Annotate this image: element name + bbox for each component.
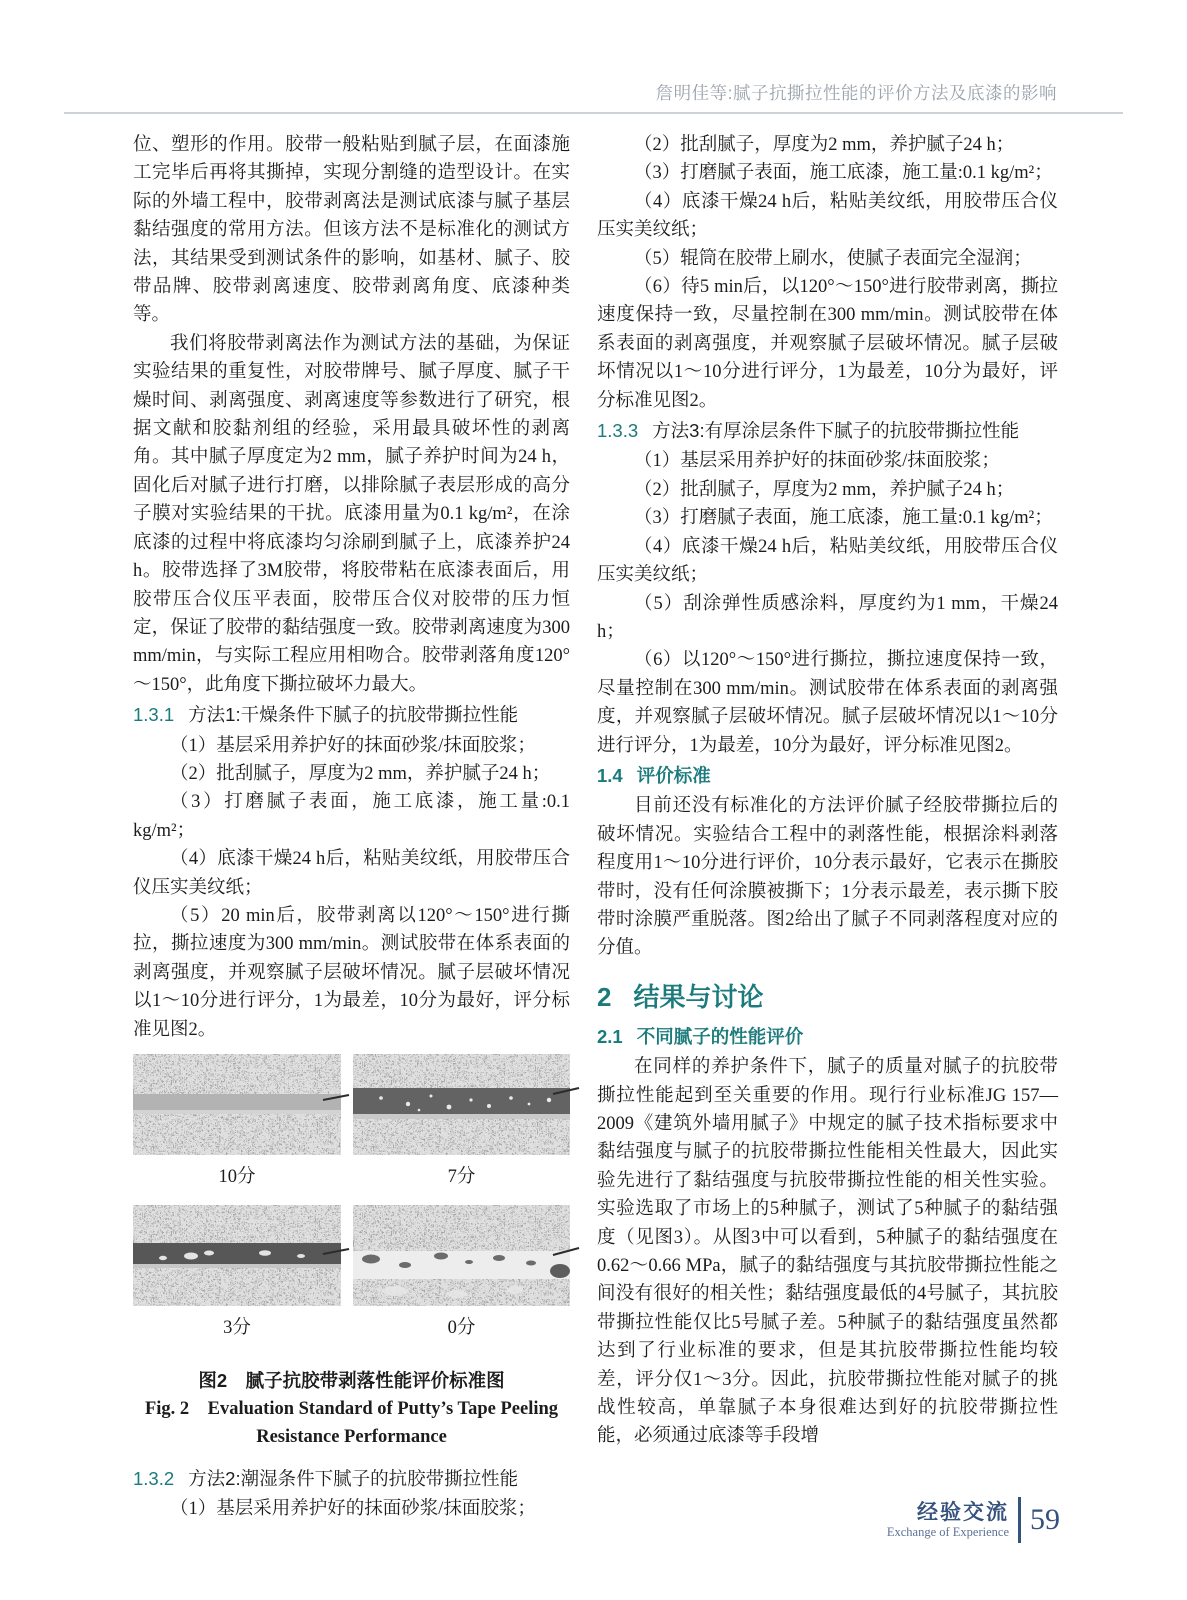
list-item: （5）20 min后，胶带剥离以120°～150°进行撕拉，撕拉速度为300 mm/min。测试胶带在体系表面的剥离强度，并观察腻子层破坏情况。腻子层破坏情况以1～10分进行评分，1为最差，10分为最好，评分标准见图2。: [133, 905, 570, 1040]
section-heading-1-3-3: [597, 417, 1058, 445]
footer-section-title: [887, 1501, 1009, 1540]
section-title: 方法3:有厚涂层条件下腻子的抗胶带撕拉性能: [652, 420, 1020, 442]
photo-label: 10分: [218, 1167, 256, 1187]
section-number: 1.3.2: [133, 1467, 175, 1489]
photo-cell: [133, 1054, 341, 1205]
list-item: （2）批刮腻子，厚度为2 mm，养护腻子24 h；: [634, 479, 1015, 500]
list-item: （4）底漆干燥24 h后，粘贴美纹纸，用胶带压合仪压实美纹纸；: [597, 536, 1058, 586]
list-item: （5）辊筒在胶带上刷水，使腻子表面完全湿润；: [634, 248, 1032, 269]
section-number: 2.1: [597, 1025, 623, 1047]
header-rule: [64, 112, 1123, 114]
figure-caption-zh: 图2 腻子抗胶带剥落性能评价标准图: [198, 1369, 505, 1391]
column-left: [133, 131, 570, 1524]
section-heading-1-3-2: [133, 1465, 570, 1493]
section-number: 1.4: [597, 764, 623, 786]
list-item: （1）基层采用养护好的抹面砂浆/抹面胶浆；: [170, 735, 536, 756]
paragraph: 位、塑形的作用。胶带一般粘贴到腻子层，在面漆施工完毕后再将其撕掉，实现分割缝的造型设计。在实际的外墙工程中，胶带剥离法是测试底漆与腻子基层黏结强度的常用方法。但该方法不是标准化的测试方法，其结果受到测试条件的影响，如基材、腻子、胶带品牌、胶带剥离速度、胶带剥离角度、底漆种类等。: [133, 135, 570, 326]
section-title: 不同腻子的性能评价: [636, 1025, 804, 1047]
list-item: （4）底漆干燥24 h后，粘贴美纹纸，用胶带压合仪压实美纹纸；: [597, 191, 1058, 241]
section-number: 2: [597, 981, 612, 1012]
photo-label: 0分: [447, 1318, 476, 1339]
paragraph: 我们将胶带剥离法作为测试方法的基础，为保证实验结果的重复性，对胶带牌号、腻子厚度、腻子干燥时间、剥离强度、剥离速度等参数进行了研究，根据文献和胶黏剂组的经验，采用最具破坏性的剥离角。其中腻子厚度定为2 mm，腻子养护时间为24 h，固化后对腻子进行打磨，以排除腻子表层形成的高分子膜对实验结果的干扰。底漆用量为0.1 kg/m²，在涂底漆的过程中将底漆均匀涂刷到腻子上，底漆养护24 h。胶带选择了3M胶带，将胶带粘在底漆表面后，用胶带压合仪压平表面，胶带压合仪对胶带的压力恒定，保证了胶带的黏结强度一致。胶带剥离速度为300 mm/min，与实际工程应用相吻合。胶带剥落角度120°～150°，此角度下撕拉破坏力最大。: [133, 333, 570, 695]
list-item: （3）打磨腻子表面，施工底漆，施工量:0.1 kg/m²；: [133, 792, 570, 841]
footer-divider: [1018, 1497, 1021, 1543]
list-item: （1）基层采用养护好的抹面砂浆/抹面胶浆；: [634, 451, 1000, 472]
column-right: [597, 131, 1058, 1451]
section-title: 方法1:干燥条件下腻子的抗胶带撕拉性能: [188, 704, 519, 726]
figure-caption-en-line1: Fig. 2 Evaluation Standard of Putty’s Tape Peeling: [144, 1398, 559, 1419]
section-heading-1-4: [597, 762, 1058, 790]
list-item: （1）基层采用养护好的抹面砂浆/抹面胶浆；: [170, 1499, 536, 1520]
photo-label: 3分: [223, 1318, 251, 1339]
list-item: （3）打磨腻子表面，施工底漆，施工量:0.1 kg/m²；: [634, 508, 1053, 529]
section-number: 1.3.1: [133, 704, 175, 726]
putty-photo-score-7: [353, 1054, 570, 1155]
paragraph: 目前还没有标准化的方法评价腻子经胶带撕拉后的破坏情况。实验结合工程中的剥落性能，根据涂料剥落程度用1～10分进行评价，10分表示最好，它表示在撕胶带时，没有任何涂膜被撕下；1分表示最差，表示撕下胶带时涂膜严重脱落。图2给出了腻子不同剥落程度对应的分值。: [597, 796, 1058, 959]
photo-grid: [133, 1054, 570, 1357]
figure-2: [133, 1054, 570, 1451]
list-item: （2）批刮腻子，厚度为2 mm，养护腻子24 h；: [170, 763, 551, 784]
list-item: （6）待5 min后，以120°～150°进行胶带剥离，撕拉速度保持一致，尽量控制在300 mm/min。测试胶带在体系表面的剥离强度，并观察腻子层破坏情况。腻子层破坏情况以1～10分进行评分，1为最差，10分为最好，评分标准见图2。: [597, 277, 1058, 411]
paragraph: 在同样的养护条件下，腻子的质量对腻子的抗胶带撕拉性能起到至关重要的作用。现行行业标准JG 157—2009《建筑外墙用腻子》中规定的腻子技术指标要求中黏结强度与腻子的抗胶带撕拉性能相关性最大，因此实验先进行了黏结强度与抗胶带撕拉性能的相关性实验。实验选取了市场上的5种腻子，测试了5种腻子的黏结强度（见图3）。从图3中可以看到，5种腻子的黏结强度在0.62～0.66 MPa，腻子的黏结强度与其抗胶带撕拉性能之间没有很好的相关性；黏结强度最低的4号腻子，其抗胶带撕拉性能仅比5号腻子差。5种腻子的黏结强度虽然都达到了行业标准的要求，但是其抗胶带撕拉性能均较差，评分仅1～3分。因此，抗胶带撕拉性能对腻子的挑战性较高，单靠腻子本身很难达到好的抗胶带撕拉性能，必须通过底漆等手段增: [597, 1057, 1058, 1447]
photo-cell: [133, 1205, 341, 1356]
putty-photo-score-3: [133, 1205, 341, 1306]
photo-cell: [353, 1054, 570, 1205]
section-heading-2: [597, 981, 1058, 1013]
putty-photo-score-10: [133, 1054, 341, 1155]
section-title: 结果与讨论: [633, 981, 764, 1012]
photo-label: 7分: [447, 1167, 476, 1187]
list-item: （3）打磨腻子表面，施工底漆，施工量:0.1 kg/m²；: [634, 163, 1053, 184]
section-heading-1-3-1: [133, 701, 570, 729]
footer-title-zh: 经验交流: [917, 1500, 1009, 1524]
section-heading-2-1: [597, 1023, 1058, 1051]
putty-photo-score-0: [353, 1205, 570, 1306]
section-title: 评价标准: [636, 764, 711, 786]
page-footer: [887, 1497, 1060, 1543]
list-item: （2）批刮腻子，厚度为2 mm，养护腻子24 h；: [634, 135, 1015, 155]
list-item: （6）以120°～150°进行撕拉，撕拉速度保持一致，尽量控制在300 mm/min。测试胶带在体系表面的剥离强度，并观察腻子层破坏情况。腻子层破坏情况以1～10分进行评分，1为最差，10分为最好，评分标准见图2。: [597, 650, 1058, 756]
section-number: 1.3.3: [597, 420, 639, 442]
figure-caption-en-line2: Resistance Performance: [256, 1426, 447, 1447]
page-number: 59: [1030, 1503, 1060, 1536]
footer-title-en: Exchange of Experience: [886, 1524, 1009, 1539]
figure-caption: [133, 1367, 570, 1451]
section-title: 方法2:潮湿条件下腻子的抗胶带撕拉性能: [188, 1467, 519, 1489]
photo-cell: [353, 1205, 570, 1356]
running-header: 詹明佳等:腻子抗撕拉性能的评价方法及底漆的影响: [655, 83, 1057, 103]
list-item: （4）底漆干燥24 h后，粘贴美纹纸，用胶带压合仪压实美纹纸；: [133, 849, 570, 898]
list-item: （5）刮涂弹性质感涂料，厚度约为1 mm，干燥24 h；: [597, 593, 1058, 642]
